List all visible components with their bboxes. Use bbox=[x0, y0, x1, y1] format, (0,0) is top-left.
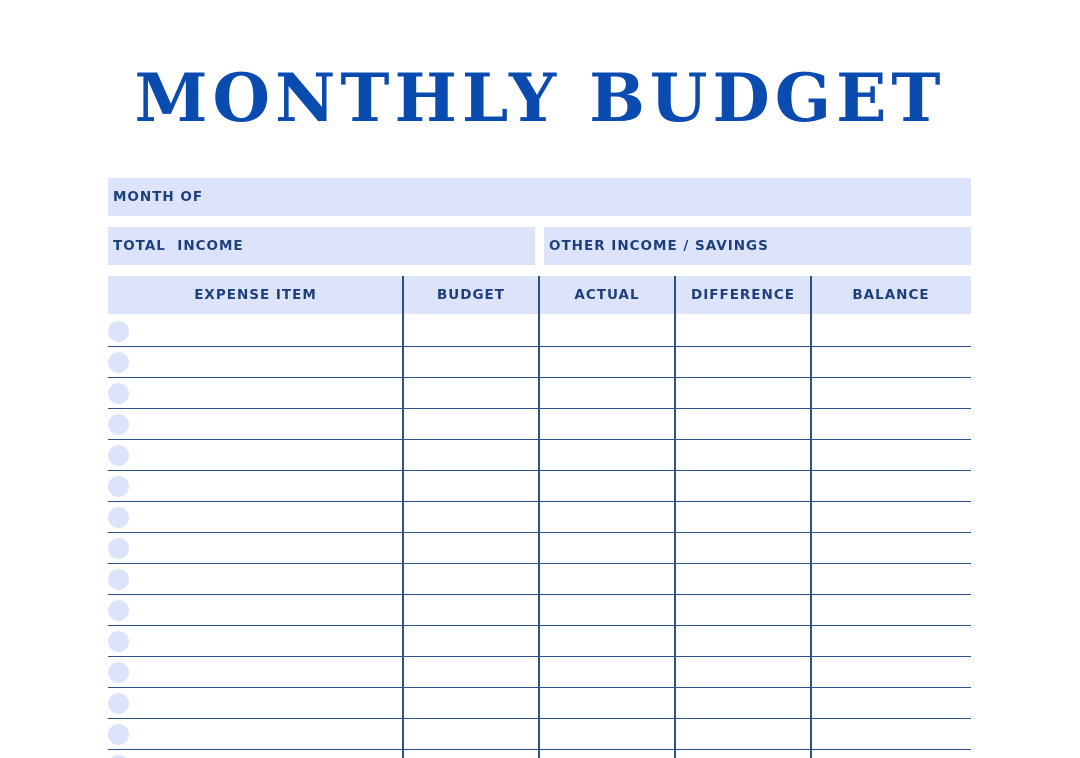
bullet-circle-icon bbox=[108, 693, 129, 714]
expense-item-cell[interactable] bbox=[108, 409, 403, 439]
balance-cell[interactable] bbox=[811, 564, 971, 594]
budget-cell[interactable] bbox=[403, 502, 539, 532]
actual-cell[interactable] bbox=[539, 502, 675, 532]
balance-cell[interactable] bbox=[811, 347, 971, 377]
budget-cell[interactable] bbox=[403, 626, 539, 656]
table-row bbox=[108, 595, 971, 626]
difference-cell[interactable] bbox=[675, 533, 811, 563]
budget-cell[interactable] bbox=[403, 440, 539, 470]
column-divider bbox=[538, 276, 540, 758]
total-income-field[interactable] bbox=[108, 227, 535, 265]
column-divider bbox=[402, 276, 404, 758]
balance-cell[interactable] bbox=[811, 409, 971, 439]
budget-cell[interactable] bbox=[403, 409, 539, 439]
balance-cell[interactable] bbox=[811, 657, 971, 687]
expense-item-cell[interactable] bbox=[108, 471, 403, 501]
expense-item-cell[interactable] bbox=[108, 347, 403, 377]
difference-cell[interactable] bbox=[675, 471, 811, 501]
expense-item-cell[interactable] bbox=[108, 688, 403, 718]
budget-cell[interactable] bbox=[403, 378, 539, 408]
budget-cell[interactable] bbox=[403, 688, 539, 718]
table-row bbox=[108, 502, 971, 533]
expense-table bbox=[108, 276, 971, 758]
bullet-circle-icon bbox=[108, 600, 129, 621]
bullet-circle-icon bbox=[108, 662, 129, 683]
balance-cell[interactable] bbox=[811, 502, 971, 532]
actual-cell[interactable] bbox=[539, 471, 675, 501]
column-divider bbox=[674, 276, 676, 758]
month-of-label: MONTH OF bbox=[113, 189, 204, 205]
expense-item-cell[interactable] bbox=[108, 595, 403, 625]
bullet-circle-icon bbox=[108, 321, 129, 342]
table-row bbox=[108, 316, 971, 347]
budget-cell[interactable] bbox=[403, 347, 539, 377]
actual-cell[interactable] bbox=[539, 595, 675, 625]
total-income-label: TOTAL INCOME bbox=[113, 238, 244, 254]
expense-item-cell[interactable] bbox=[108, 378, 403, 408]
page-title: MONTHLY BUDGET bbox=[134, 59, 946, 137]
difference-cell[interactable] bbox=[675, 440, 811, 470]
expense-item-cell[interactable] bbox=[108, 502, 403, 532]
bullet-circle-icon bbox=[108, 352, 129, 373]
bullet-circle-icon bbox=[108, 538, 129, 559]
budget-cell[interactable] bbox=[403, 719, 539, 749]
column-header-balance: BALANCE bbox=[852, 287, 930, 303]
actual-cell[interactable] bbox=[539, 440, 675, 470]
actual-cell[interactable] bbox=[539, 750, 675, 758]
expense-item-cell[interactable] bbox=[108, 626, 403, 656]
difference-cell[interactable] bbox=[675, 750, 811, 758]
actual-cell[interactable] bbox=[539, 564, 675, 594]
table-row bbox=[108, 626, 971, 657]
difference-cell[interactable] bbox=[675, 719, 811, 749]
table-row bbox=[108, 471, 971, 502]
difference-cell[interactable] bbox=[675, 316, 811, 346]
difference-cell[interactable] bbox=[675, 595, 811, 625]
bullet-circle-icon bbox=[108, 631, 129, 652]
difference-cell[interactable] bbox=[675, 409, 811, 439]
table-row bbox=[108, 440, 971, 471]
actual-cell[interactable] bbox=[539, 719, 675, 749]
expense-item-cell[interactable] bbox=[108, 533, 403, 563]
actual-cell[interactable] bbox=[539, 316, 675, 346]
table-row bbox=[108, 688, 971, 719]
actual-cell[interactable] bbox=[539, 626, 675, 656]
difference-cell[interactable] bbox=[675, 502, 811, 532]
budget-cell[interactable] bbox=[403, 657, 539, 687]
balance-cell[interactable] bbox=[811, 471, 971, 501]
difference-cell[interactable] bbox=[675, 347, 811, 377]
expense-item-cell[interactable] bbox=[108, 564, 403, 594]
actual-cell[interactable] bbox=[539, 533, 675, 563]
difference-cell[interactable] bbox=[675, 688, 811, 718]
month-of-field[interactable] bbox=[108, 178, 971, 216]
other-income-savings-field[interactable] bbox=[544, 227, 971, 265]
balance-cell[interactable] bbox=[811, 378, 971, 408]
expense-item-cell[interactable] bbox=[108, 750, 403, 758]
column-divider bbox=[810, 276, 812, 758]
actual-cell[interactable] bbox=[539, 347, 675, 377]
actual-cell[interactable] bbox=[539, 409, 675, 439]
other-income-savings-label: OTHER INCOME / SAVINGS bbox=[549, 238, 769, 254]
difference-cell[interactable] bbox=[675, 657, 811, 687]
table-row bbox=[108, 533, 971, 564]
balance-cell[interactable] bbox=[811, 533, 971, 563]
bullet-circle-icon bbox=[108, 383, 129, 404]
expense-item-cell[interactable] bbox=[108, 657, 403, 687]
table-row bbox=[108, 564, 971, 595]
column-header-difference: DIFFERENCE bbox=[691, 287, 795, 303]
table-row bbox=[108, 409, 971, 440]
bullet-circle-icon bbox=[108, 507, 129, 528]
table-row bbox=[108, 378, 971, 409]
expense-item-cell[interactable] bbox=[108, 316, 403, 346]
actual-cell[interactable] bbox=[539, 688, 675, 718]
difference-cell[interactable] bbox=[675, 626, 811, 656]
balance-cell[interactable] bbox=[811, 750, 971, 758]
bullet-circle-icon bbox=[108, 476, 129, 497]
balance-cell[interactable] bbox=[811, 316, 971, 346]
expense-item-cell[interactable] bbox=[108, 719, 403, 749]
budget-cell[interactable] bbox=[403, 595, 539, 625]
bullet-circle-icon bbox=[108, 414, 129, 435]
balance-cell[interactable] bbox=[811, 719, 971, 749]
budget-cell[interactable] bbox=[403, 316, 539, 346]
table-row bbox=[108, 657, 971, 688]
difference-cell[interactable] bbox=[675, 378, 811, 408]
balance-cell[interactable] bbox=[811, 595, 971, 625]
table-row bbox=[108, 750, 971, 758]
balance-cell[interactable] bbox=[811, 688, 971, 718]
expense-item-cell[interactable] bbox=[108, 440, 403, 470]
bullet-circle-icon bbox=[108, 445, 129, 466]
actual-cell[interactable] bbox=[539, 657, 675, 687]
column-header-actual: ACTUAL bbox=[574, 287, 640, 303]
balance-cell[interactable] bbox=[811, 626, 971, 656]
bullet-circle-icon bbox=[108, 724, 129, 745]
table-header bbox=[108, 276, 971, 314]
column-header-expense-item: EXPENSE ITEM bbox=[194, 287, 317, 303]
column-header-budget: BUDGET bbox=[437, 287, 505, 303]
budget-cell[interactable] bbox=[403, 471, 539, 501]
actual-cell[interactable] bbox=[539, 378, 675, 408]
table-row bbox=[108, 719, 971, 750]
bullet-circle-icon bbox=[108, 569, 129, 590]
balance-cell[interactable] bbox=[811, 440, 971, 470]
difference-cell[interactable] bbox=[675, 564, 811, 594]
budget-cell[interactable] bbox=[403, 564, 539, 594]
budget-cell[interactable] bbox=[403, 533, 539, 563]
budget-cell[interactable] bbox=[403, 750, 539, 758]
table-row bbox=[108, 347, 971, 378]
